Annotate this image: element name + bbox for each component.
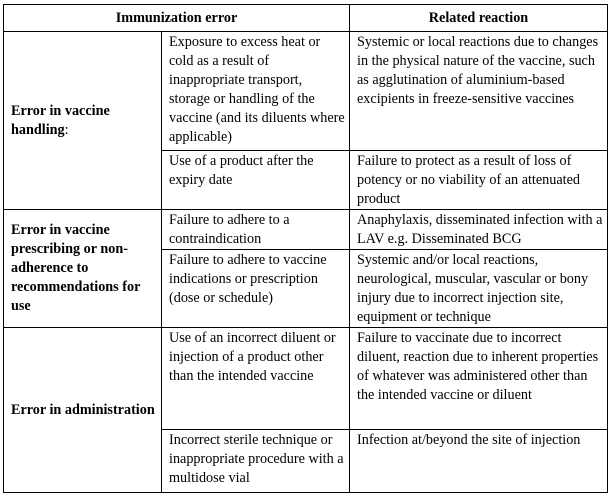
table-row: [4, 210, 608, 250]
reaction-cell: Systemic or local reactions due to changes in the physical nature of the vaccine, such as agglutination of aluminium-based excipients in freeze-sensitive vaccines: [350, 32, 608, 151]
error-cell: Incorrect sterile technique or inappropriate procedure with a multidose vial: [162, 430, 350, 493]
reaction-cell: Failure to protect as a result of loss of potency or no viability of an attenuated product: [350, 151, 608, 210]
category-label: Error in vaccine handling: [11, 102, 110, 138]
header-row: [4, 5, 608, 32]
reaction-cell: Infection at/beyond the site of injection: [350, 430, 608, 493]
category-label: Error in administration: [11, 401, 155, 418]
error-cell: Use of an incorrect diluent or injection of a product other than the intended vaccine: [162, 328, 350, 430]
category-cell: [4, 210, 162, 328]
category-suffix: :: [64, 121, 69, 138]
category-label: Error in vaccine prescribing or non-adherence to recommendations for use: [11, 222, 141, 314]
header-immunization-error: Immunization error: [4, 5, 350, 32]
reaction-cell: Anaphylaxis, disseminated infection with a LAV e.g. Disseminated BCG: [350, 210, 608, 250]
header-related-reaction: Related reaction: [350, 5, 608, 32]
table-row: [4, 328, 608, 430]
error-cell: Use of a product after the expiry date: [162, 151, 350, 210]
category-cell: [4, 32, 162, 210]
error-cell: Failure to adhere to vaccine indications or prescription (dose or schedule): [162, 250, 350, 328]
category-cell: [4, 328, 162, 493]
reaction-cell: Failure to vaccinate due to incorrect diluent, reaction due to inherent properties of whatever was administered other than the intended vaccine or diluent: [350, 328, 608, 430]
immunization-error-table: [3, 4, 608, 493]
reaction-cell: Systemic and/or local reactions, neurological, muscular, vascular or bony injury due to incorrect injection site, equipment or technique: [350, 250, 608, 328]
error-cell: Exposure to excess heat or cold as a result of inappropriate transport, storage or handling of the vaccine (and its diluents where applicable): [162, 32, 350, 151]
table-row: [4, 32, 608, 151]
error-cell: Failure to adhere to a contraindication: [162, 210, 350, 250]
